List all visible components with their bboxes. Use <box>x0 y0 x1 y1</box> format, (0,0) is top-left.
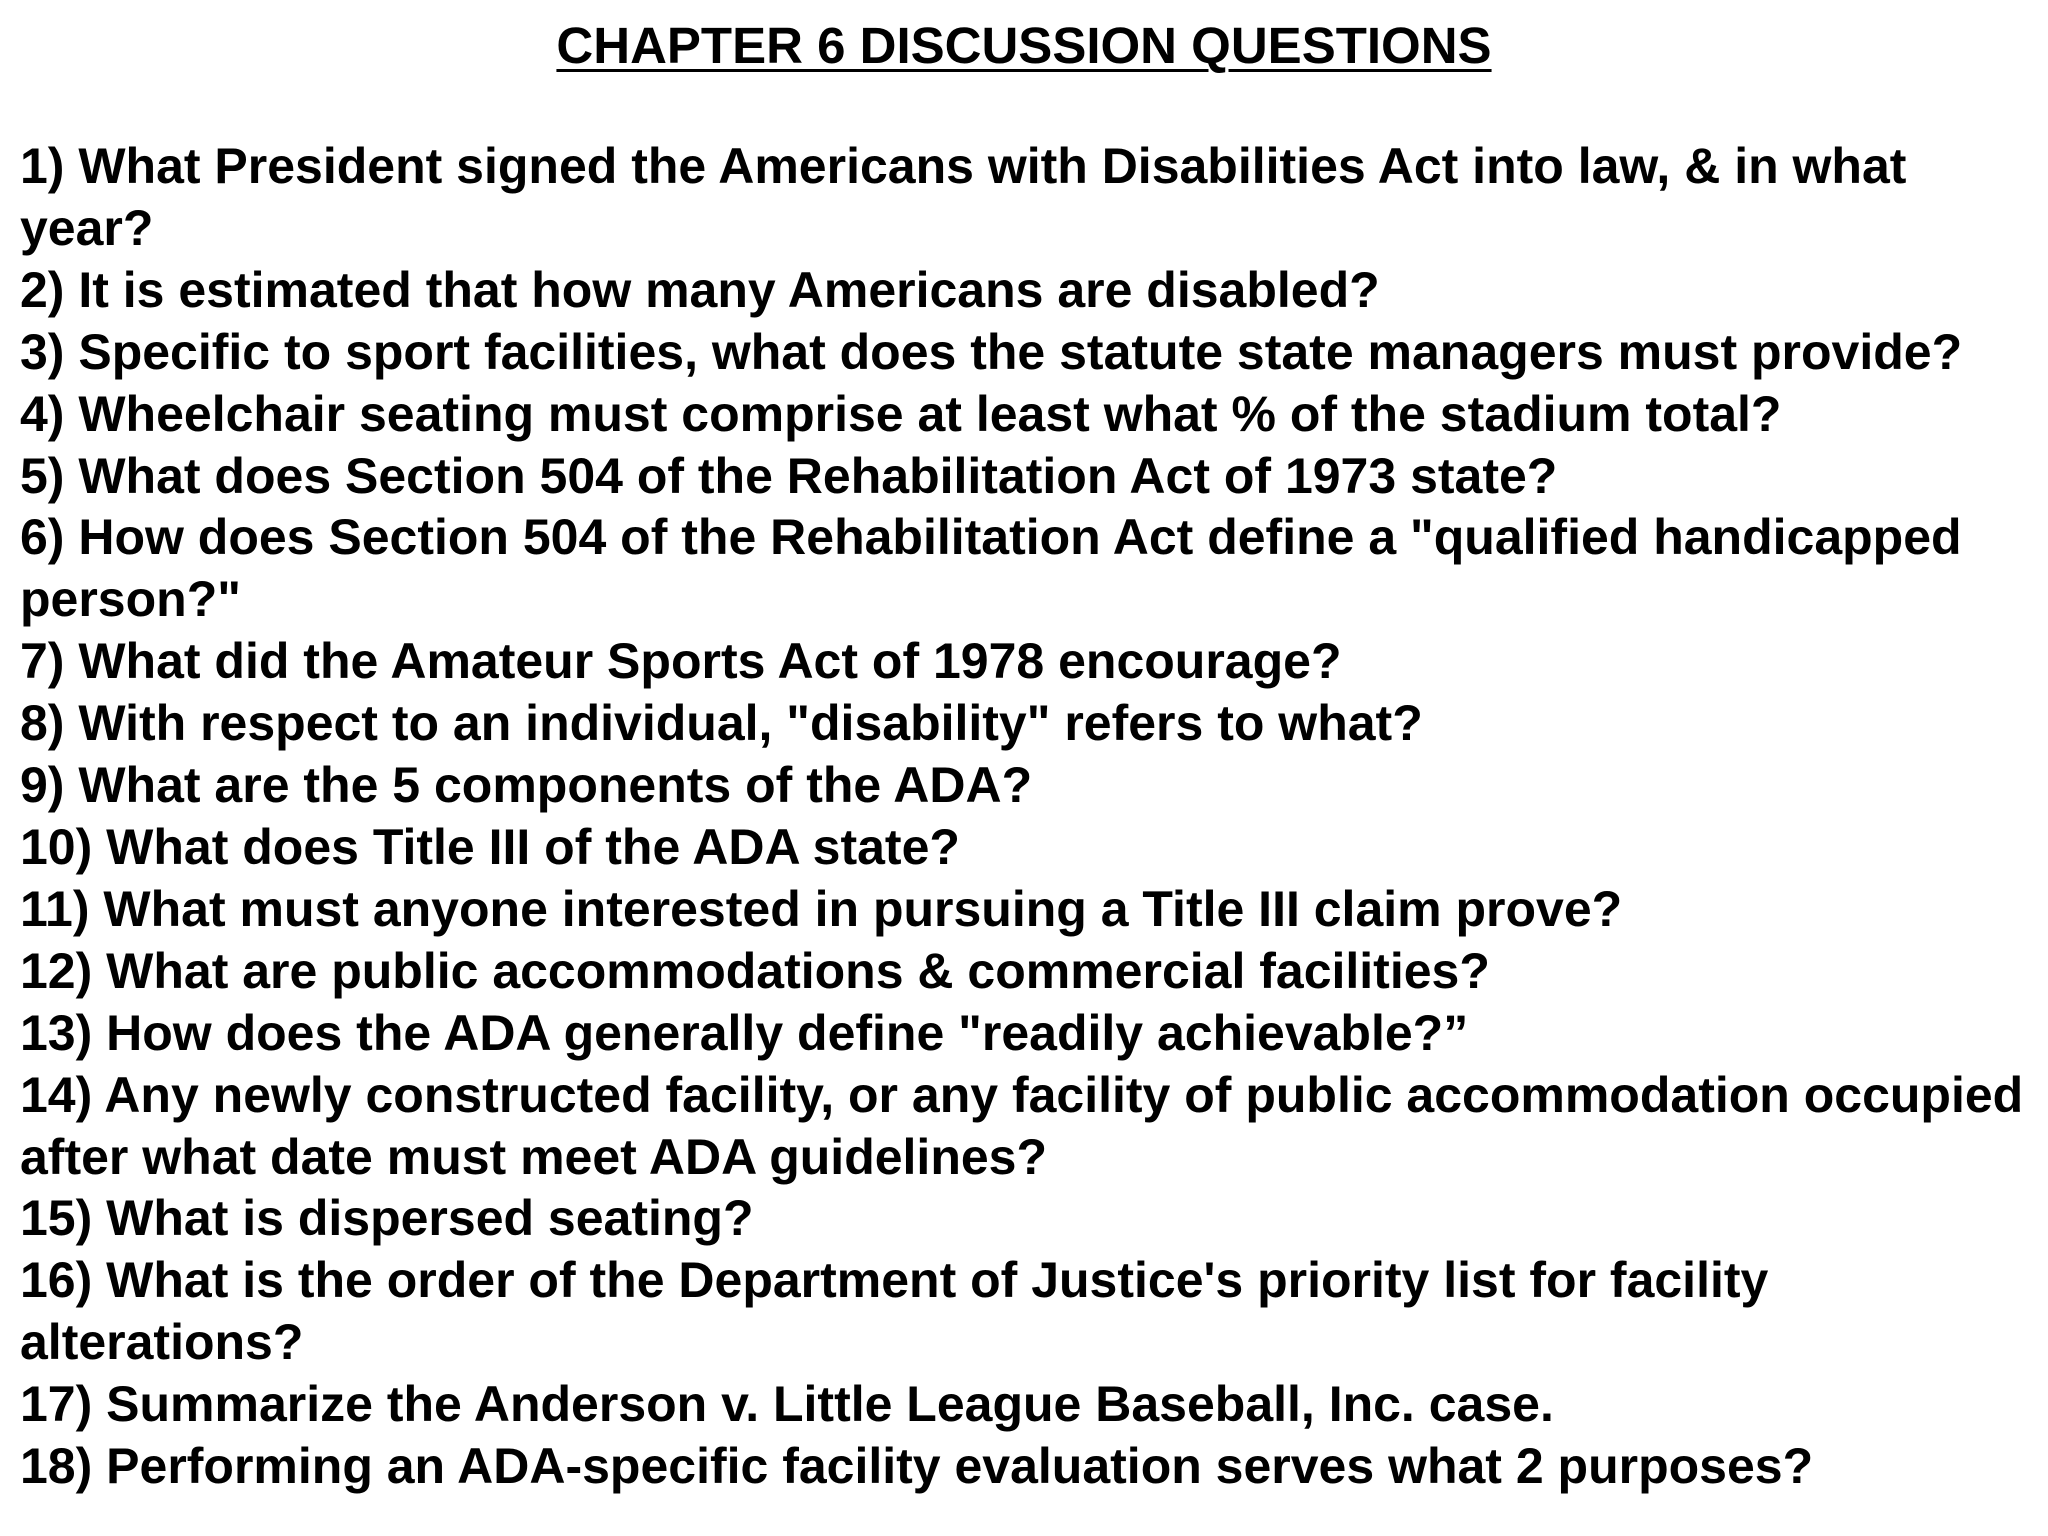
question-list <box>20 136 2035 1498</box>
question-2: 2) It is estimated that how many Americans are disabled? <box>20 261 1380 318</box>
question-12: 12) What are public accommodations & commercial facilities? <box>20 942 1490 999</box>
question-11: 11) What must anyone interested in pursuing a Title III claim prove? <box>20 880 1623 937</box>
question-15: 15) What is dispersed seating? <box>20 1190 754 1247</box>
question-14: 14) Any newly constructed facility, or any facility of public accommodation occupied after what date must meet ADA guidelines? <box>20 1066 2024 1185</box>
question-4: 4) Wheelchair seating must comprise at least what % of the stadium total? <box>20 385 1782 442</box>
question-5: 5) What does Section 504 of the Rehabilitation Act of 1973 state? <box>20 447 1558 504</box>
page-title: CHAPTER 6 DISCUSSION QUESTIONS <box>556 17 1492 74</box>
question-9: 9) What are the 5 components of the ADA? <box>20 757 1033 814</box>
question-7: 7) What did the Amateur Sports Act of 1978 encourage? <box>20 633 1342 690</box>
question-6: 6) How does Section 504 of the Rehabilitation Act define a "qualified handicapped person?" <box>20 509 1962 628</box>
question-8: 8) With respect to an individual, "disability" refers to what? <box>20 695 1423 752</box>
question-1: 1) What President signed the Americans with Disabilities Act into law, & in what year? <box>20 138 1907 256</box>
question-10: 10) What does Title III of the ADA state? <box>20 818 960 875</box>
question-16: 16) What is the order of the Department of Justice's priority list for facility alterations? <box>20 1252 1769 1371</box>
question-13: 13) How does the ADA generally define "readily achievable?” <box>20 1004 1469 1061</box>
question-17: 17) Summarize the Anderson v. Little League Baseball, Inc. case. <box>20 1376 1554 1433</box>
question-18: 18) Performing an ADA-specific facility evaluation serves what 2 purposes? <box>20 1438 1814 1495</box>
question-3: 3) Specific to sport facilities, what does the statute state managers must provide? <box>20 323 1963 380</box>
